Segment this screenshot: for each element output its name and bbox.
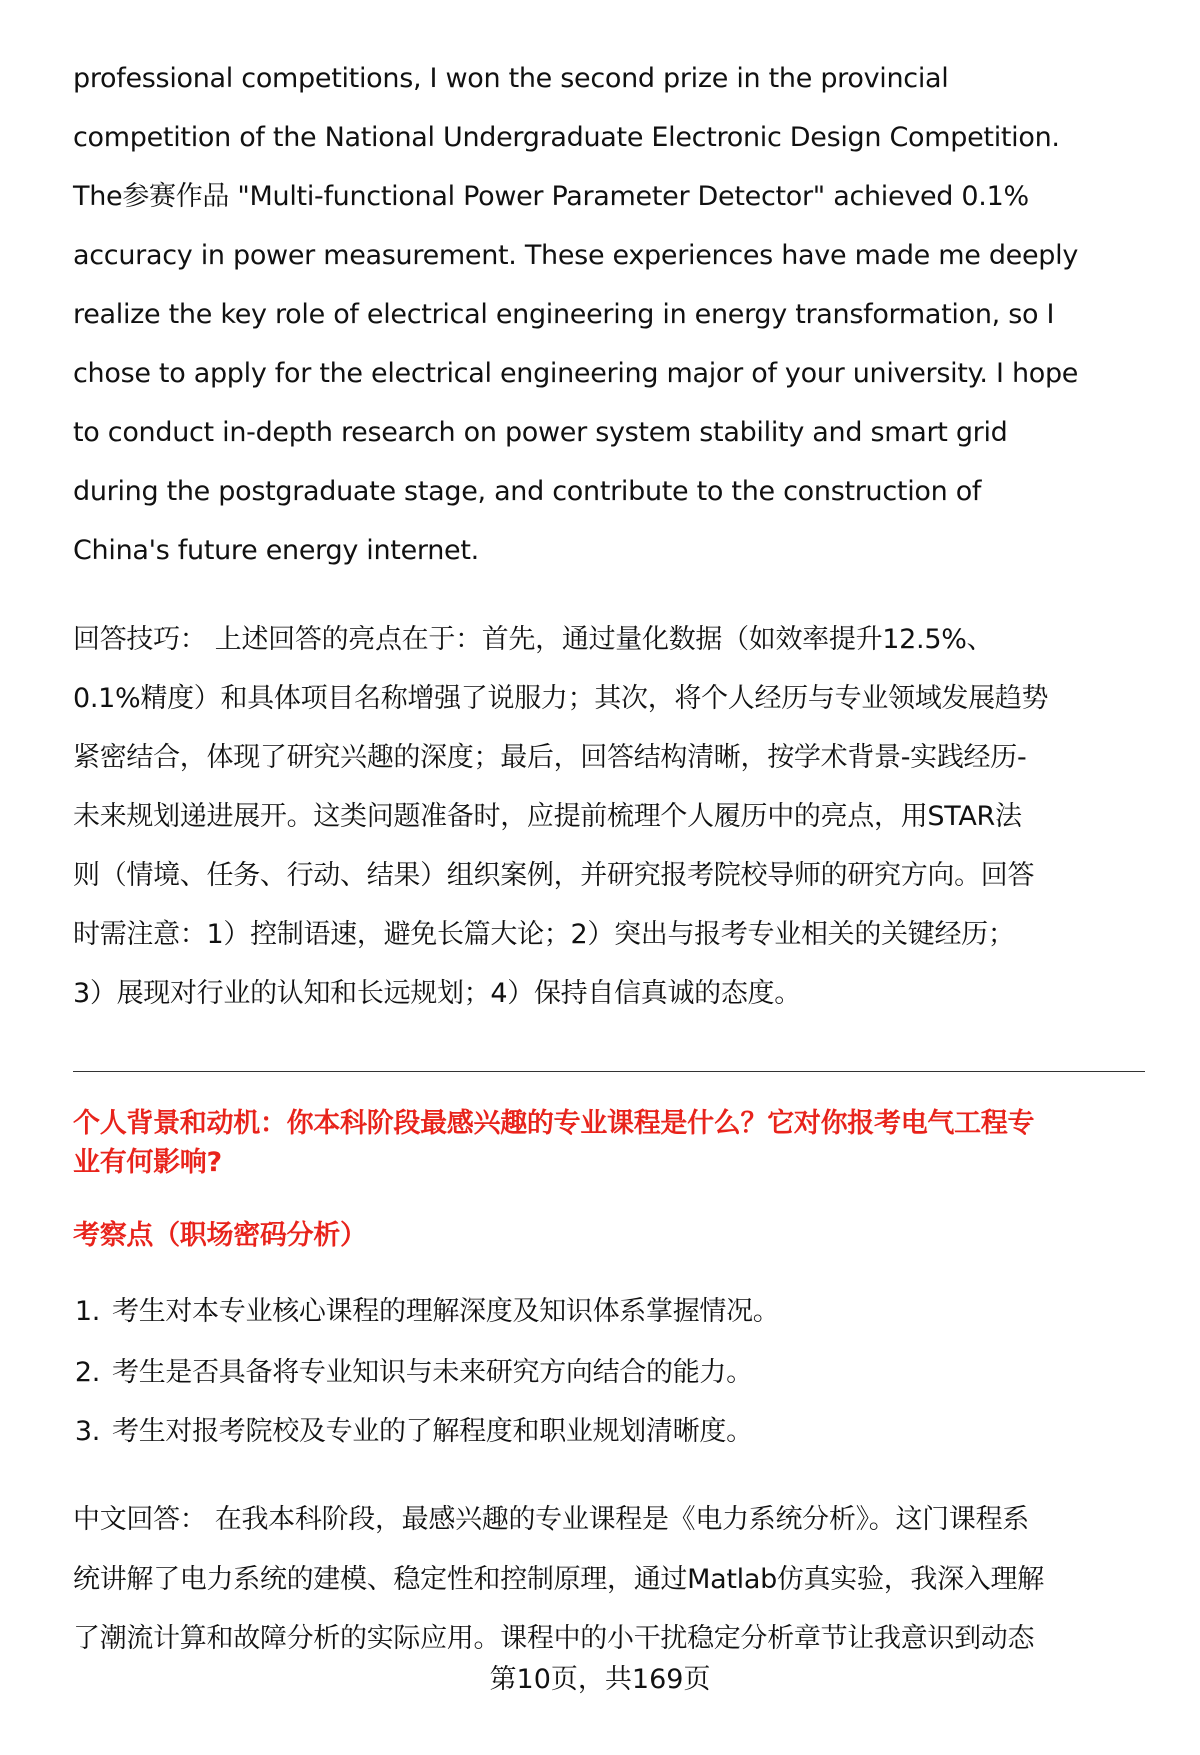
exam-points-title: 考察点（职场密码分析） bbox=[73, 1220, 367, 1251]
text-line: 回答技巧： 上述回答的亮点在于：首先，通过量化数据（如效率提升12.5%、 bbox=[73, 624, 994, 655]
text-line: during the postgraduate stage, and contribute to the construction of bbox=[73, 476, 982, 507]
list-number: 1. bbox=[74, 1296, 100, 1327]
text-line: accuracy in power measurement. These experiences have made me deeply bbox=[73, 240, 1079, 271]
list-item bbox=[60, 1292, 780, 1332]
text-line: 3）展现对行业的认知和长远规划；4）保持自信真诚的态度。 bbox=[73, 978, 801, 1009]
list-text: 考生对本专业核心课程的理解深度及知识体系掌握情况。 bbox=[112, 1296, 780, 1327]
text-line: The参赛作品 "Multi-functional Power Parameter Detector" achieved 0.1% bbox=[73, 181, 1029, 212]
list-text: 考生对报考院校及专业的了解程度和职业规划清晰度。 bbox=[112, 1416, 753, 1447]
text-line: to conduct in-depth research on power system stability and smart grid bbox=[73, 417, 1008, 448]
text-line: competition of the National Undergraduate Electronic Design Competition. bbox=[73, 122, 1060, 153]
text-line: 0.1%精度）和具体项目名称增强了说服力；其次，将个人经历与专业领域发展趋势 bbox=[73, 683, 1049, 714]
page-number: 第10页，共169页 bbox=[489, 1664, 711, 1695]
text-line: 统讲解了电力系统的建模、稳定性和控制原理，通过Matlab仿真实验，我深入理解 bbox=[73, 1564, 1044, 1595]
text-line: 紧密结合，体现了研究兴趣的深度；最后，回答结构清晰，按学术背景-实践经历- bbox=[73, 742, 1027, 773]
text-line: 未来规划递进展开。这类问题准备时，应提前梳理个人履历中的亮点，用STAR法 bbox=[73, 801, 1022, 832]
text-line: chose to apply for the electrical engineering major of your university. I hope bbox=[73, 358, 1079, 389]
list-text: 考生是否具备将专业知识与未来研究方向结合的能力。 bbox=[112, 1357, 753, 1388]
text-line: realize the key role of electrical engineering in energy transformation, so I bbox=[73, 299, 1055, 330]
text-line: 则（情境、任务、行动、结果）组织案例，并研究报考院校导师的研究方向。回答 bbox=[73, 860, 1035, 891]
list-item bbox=[60, 1353, 753, 1393]
text-line: 中文回答： 在我本科阶段，最感兴趣的专业课程是《电力系统分析》。这门课程系 bbox=[73, 1504, 1029, 1535]
question-line: 个人背景和动机：你本科阶段最感兴趣的专业课程是什么？它对你报考电气工程专 bbox=[73, 1108, 1035, 1139]
list-number: 3. bbox=[74, 1416, 100, 1447]
text-line: professional competitions, I won the second prize in the provincial bbox=[73, 63, 949, 94]
text-line: 了潮流计算和故障分析的实际应用。课程中的小干扰稳定分析章节让我意识到动态 bbox=[73, 1623, 1035, 1654]
divider bbox=[73, 1071, 1145, 1072]
list-item bbox=[60, 1412, 753, 1452]
list-number: 2. bbox=[74, 1357, 100, 1388]
text-line: 时需注意：1）控制语速，避免长篇大论；2）突出与报考专业相关的关键经历； bbox=[73, 919, 1015, 950]
text-line: China's future energy internet. bbox=[73, 535, 479, 566]
question-line: 业有何影响? bbox=[73, 1147, 222, 1178]
